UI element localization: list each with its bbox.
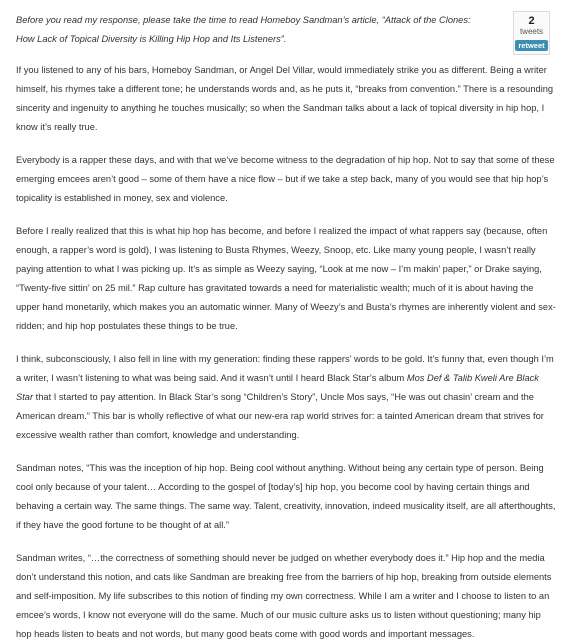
paragraph-5: Sandman notes, “This was the inception of hip hop. Being cool without anything. Without being any certain type of person. Being cool only because of your talent… According to the gospel of [today’s] hip hop, you become cool by having certain things and behaving a certain way. The same things. The same way. Talent, creativity, innovation, indeed musicality itself, are all afterthoughts, if they have the good fortune to be thought of at all.” — [16, 463, 556, 530]
paragraph-4-after: that I started to pay attention. In Black Star’s song “Children’s Story”, Uncle Mos says, “He was out chasin’ cream and the American dream.” This bar is wholly reflective of what our new-era rap world strives for: a tainted American dream that strives for excessive wealth rather than comfort, knowledge and understanding. — [16, 392, 544, 440]
paragraph-4-before: I think, subconsciously, I also fell in line with my generation: finding these rappers’ words to be gold. It’s funny that, even though I’m a writer, I wasn’t listening to what was being said. And it wasn’t until I heard Black Star’s album — [16, 354, 554, 383]
paragraph-4 — [16, 350, 558, 445]
paragraph-1: If you listened to any of his bars, Homeboy Sandman, or Angel Del Villar, would immediately strike you as different. Being a writer himself, his rhymes take a different tone; he understands words and, as he puts it, “breaks from convention.” There is a resounding sincerity and ingenuity to anything he touches musically; so when the Sandman talks about a lack of topical diversity in hip hop, I know it’s really true. — [16, 65, 554, 132]
retweet-button[interactable]: retweet — [515, 40, 548, 51]
tweet-count: 2 — [528, 15, 535, 27]
intro-paragraph: Before you read my response, please take the time to read Homeboy Sandman’s article, “Attack of the Clones: How Lack of Topical Diversity is Killing Hip Hop and Its Listeners”. — [16, 15, 471, 44]
tweet-count-label: tweets — [519, 27, 544, 36]
paragraph-6: Sandman writes, “…the correctness of something should never be judged on whether everybody does it.” Hip hop and the media don’t understand this notion, and cats like Sandman are breaking free from the barriers of hip hop, breaking from outside elements and self-imposition. My life subscribes to this notion of finding my own correctness. While I am a writer and I choose to listen to an emcee’s words, I know not everyone will do the same. Much of our music culture asks us to listen without questioning; many hip hop heads listen to beats and not words, but many good beats come with good words and important messages. — [16, 553, 552, 639]
paragraph-2: Everybody is a rapper these days, and with that we’ve become witness to the degradation of hip hop. Not to say that some of these emerging emcees aren’t good – some of them have a nice flow – but if we take a step back, many of you would see that hip hop’s topicality is established in money, sex and violence. — [16, 155, 555, 203]
tweet-count-widget — [513, 11, 550, 55]
album-title: Mos Def & Talib Kweli Are Black Star — [16, 373, 539, 402]
paragraph-3: Before I really realized that this is what hip hop has become, and before I realized the impact of what rappers say (because, often enough, a rapper’s word is gold), I was listening to Busta Rhymes, Weezy, Snoop, etc. Like many young people, I wasn’t really paying attention to what I was picking up. It’s as simple as Weezy saying, “Look at me now – I’m makin’ paper,” or Drake saying, “Twenty-five sittin’ on 25 mil.” Rap culture has gravitated towards a need for materialistic wealth; much of it is about having the upper hand monetarily, which makes you an automatic winner. Many of Weezy’s and Busta’s rhymes are inherently violent and sex-ridden; and hip hop postulates these things to be true. — [16, 226, 556, 331]
